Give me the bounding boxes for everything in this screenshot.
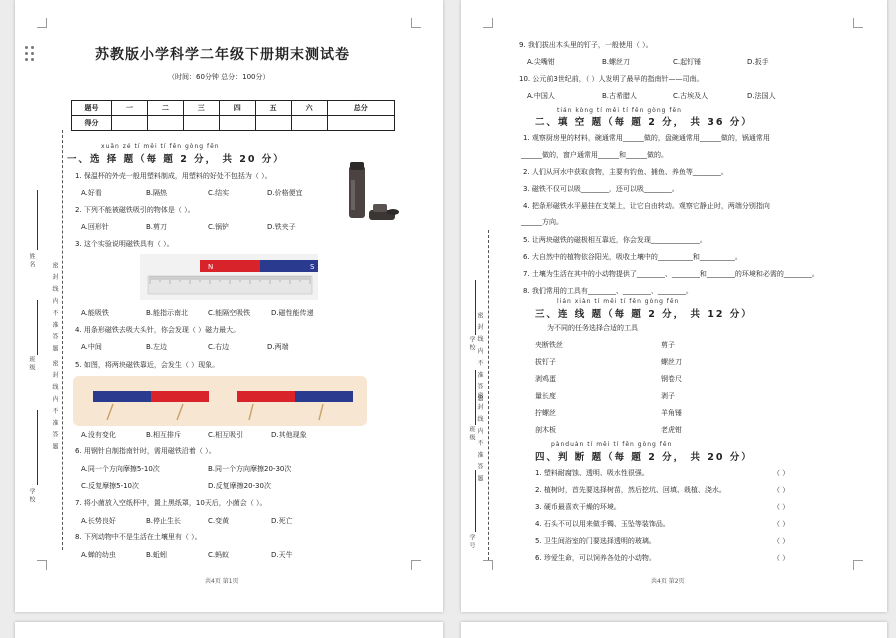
question-9: 9. 我们拔出木头里的钉子，一般使用（ ）。	[519, 41, 653, 49]
q5-option-a[interactable]: A.没有变化	[81, 431, 116, 439]
fill-1b: ______做的，窗户通常用______和______做的。	[521, 151, 668, 159]
q10-option-b[interactable]: B.古希腊人	[602, 92, 638, 100]
score-cell[interactable]	[327, 116, 394, 131]
q2-option-b[interactable]: B.剪刀	[146, 223, 168, 231]
q2-option-d[interactable]: D.铁夹子	[267, 223, 296, 231]
judge-5: 5. 卫生间浴室的门要选择透明的玻璃。	[535, 537, 656, 545]
match-right-item[interactable]: 钢卷尺	[661, 375, 682, 383]
score-header: 三	[183, 101, 219, 116]
match-left-item[interactable]: 拔钉子	[535, 358, 556, 366]
q8-option-c[interactable]: C.蚂蚁	[208, 551, 230, 559]
score-header: 四	[219, 101, 255, 116]
two-magnets-image	[73, 376, 367, 426]
score-row-label: 得分	[72, 116, 112, 131]
section-pinyin: pànduàn tí měi tí fēn gòng fēn	[551, 441, 673, 448]
q9-option-d[interactable]: D.扳手	[747, 58, 769, 66]
fill-4: 4. 把条形磁铁水平悬挂在支架上，让它自由转动。观察它静止时，两端分别指向	[523, 202, 770, 210]
question-1: 1. 保温杯的外壳一般用塑料制成，用塑料的好处不包括为（ ）。	[75, 172, 272, 180]
score-header: 六	[291, 101, 327, 116]
drag-handle-icon[interactable]	[25, 46, 35, 62]
page-footer: 共4页 第2页	[651, 578, 685, 585]
score-header: 二	[147, 101, 183, 116]
q4-option-b[interactable]: B.左边	[146, 343, 168, 351]
question-4: 4. 用条形磁铁去吸大头针，你会发现（ ）磁力最大。	[75, 326, 241, 334]
crop-mark	[37, 560, 47, 570]
q8-option-d[interactable]: D.天牛	[271, 551, 293, 559]
side-label-school: 学校	[468, 336, 475, 352]
fill-3: 3. 磁铁不仅可以吸________，还可以吸________。	[523, 185, 679, 193]
match-right-item[interactable]: 剪子	[661, 341, 675, 349]
score-cell[interactable]	[147, 116, 183, 131]
q10-option-d[interactable]: D.法国人	[747, 92, 776, 100]
q3-option-c[interactable]: C.能隔空吸铁	[208, 309, 251, 317]
side-label-school: 学校	[28, 488, 35, 504]
q7-option-b[interactable]: B.停止生长	[146, 517, 182, 525]
judge-answer-box[interactable]: （ ）	[773, 469, 790, 477]
match-left-item[interactable]: 夹断铁丝	[535, 341, 563, 349]
crop-mark	[483, 560, 493, 570]
magnet-pole-s: S	[310, 263, 315, 271]
score-cell[interactable]	[255, 116, 291, 131]
fill-7: 7. 土壤为生活在其中的小动物提供了________、________和________的环境和必需的________。	[523, 270, 819, 278]
fill-1: 1. 观察厨房里的材料，碗通常用______做的，盘碗通常用______做的，锅通常用	[523, 134, 770, 142]
score-cell[interactable]	[112, 116, 148, 131]
question-7: 7. 将小菌放入空纸杯中，置上黑纸罩，10天后，小菌会（ ）。	[75, 499, 267, 507]
match-right-item[interactable]: 羊角锤	[661, 409, 682, 417]
section-title-match: 三、连 线 题（每 题 2 分， 共 12 分）	[535, 309, 753, 320]
judge-answer-box[interactable]: （ ）	[773, 537, 790, 545]
judge-answer-box[interactable]: （ ）	[773, 520, 790, 528]
q4-option-c[interactable]: C.右边	[208, 343, 230, 351]
q10-option-c[interactable]: C.古埃及人	[673, 92, 709, 100]
q6-option-d[interactable]: D.反复摩擦20-30次	[208, 482, 271, 490]
crop-mark	[411, 560, 421, 570]
q7-option-d[interactable]: D.死亡	[271, 517, 293, 525]
seal-note: 密 封 线 内 不 准 答 题	[51, 262, 58, 354]
q3-option-b[interactable]: B.能指示南北	[146, 309, 189, 317]
score-cell[interactable]	[219, 116, 255, 131]
crop-mark	[853, 560, 863, 570]
q8-option-b[interactable]: B.蚯蚓	[146, 551, 168, 559]
fill-5: 5. 让两块磁铁的磁极相互靠近，你会发现______________。	[523, 236, 707, 244]
q9-option-c[interactable]: C.起钉锤	[673, 58, 702, 66]
judge-4: 4. 石头不可以用来做手镯、玉坠等装饰品。	[535, 520, 670, 528]
exam-subtitle: （时间：60分钟 总分：100分）	[168, 73, 270, 81]
question-8: 8. 下列动物中不是生活在土壤里有（ ）。	[75, 533, 202, 541]
seal-note: 密 封 线 内 不 准 答 题	[476, 392, 483, 484]
score-header: 五	[255, 101, 291, 116]
question-3: 3. 这个实验说明磁铁具有（ ）。	[75, 240, 174, 248]
q5-option-b[interactable]: B.相互排斥	[146, 431, 182, 439]
q3-option-d[interactable]: D.磁性能传递	[271, 309, 314, 317]
side-label-id: 学号	[468, 534, 475, 550]
exam-page-3-peek	[15, 622, 443, 638]
judge-1: 1. 塑料耐腐蚀、透明、吸水性很强。	[535, 469, 649, 477]
judge-answer-box[interactable]: （ ）	[773, 503, 790, 511]
question-6: 6. 用钢针自制指南针时，需用磁铁沿着（ ）。	[75, 447, 216, 455]
q3-option-a[interactable]: A.能吸铁	[81, 309, 109, 317]
exam-page-2	[461, 0, 887, 612]
q1-option-d[interactable]: D.价格便宜	[267, 189, 303, 197]
crop-mark	[853, 18, 863, 28]
judge-answer-box[interactable]: （ ）	[773, 554, 790, 562]
exam-page-1	[15, 0, 443, 612]
fill-line	[37, 410, 38, 485]
q2-option-a[interactable]: A.回形针	[81, 223, 109, 231]
q1-option-b[interactable]: B.隔热	[146, 189, 168, 197]
crop-mark	[483, 18, 493, 28]
q5-option-c[interactable]: C.相互吸引	[208, 431, 244, 439]
magnet-pole-n: N	[208, 263, 214, 271]
q9-option-b[interactable]: B.螺丝刀	[602, 58, 631, 66]
magnet-ruler-image	[140, 254, 318, 300]
match-left-item[interactable]: 剥鸡蛋	[535, 375, 556, 383]
q10-option-a[interactable]: A.中国人	[527, 92, 555, 100]
question-2: 2. 下列不能被磁铁吸引的物体是（ ）。	[75, 206, 195, 214]
crop-mark	[37, 18, 47, 28]
q1-option-a[interactable]: A.好看	[81, 189, 102, 197]
fill-6: 6. 大自然中的植物依谷阳光，吸收土壤中的__________和__________。	[523, 253, 742, 261]
section-pinyin: lián xiàn tí měi tí fēn gòng fēn	[557, 298, 680, 305]
exam-page-4-peek	[461, 622, 887, 638]
seal-note: 密 封 线 内 不 准 答 题	[51, 360, 58, 452]
section-title-fill: 二、填 空 题（每 题 2 分， 共 36 分）	[535, 117, 753, 128]
fill-line	[37, 190, 38, 250]
crop-mark	[411, 18, 421, 28]
q6-option-b[interactable]: B.同一个方向摩擦20-30次	[208, 465, 292, 473]
judge-answer-box[interactable]: （ ）	[773, 486, 790, 494]
side-label-class: 班级	[468, 426, 475, 442]
score-header: 一	[112, 101, 148, 116]
fill-line	[37, 300, 38, 355]
match-intro: 为不同的任务选择合适的工具	[547, 324, 638, 332]
score-cell[interactable]	[183, 116, 219, 131]
q1-option-c[interactable]: C.结实	[208, 189, 230, 197]
fill-4b: ______方向。	[521, 218, 563, 226]
q8-option-a[interactable]: A.蝉的幼虫	[81, 551, 116, 559]
page-footer: 共4页 第1页	[205, 578, 239, 585]
score-table	[71, 100, 395, 131]
question-5: 5. 如图，将两块磁铁靠近，会发生（ ）现象。	[75, 361, 220, 369]
score-header: 总分	[327, 101, 394, 116]
q5-option-d[interactable]: D.其他现象	[271, 431, 307, 439]
q6-option-a[interactable]: A.同一个方向摩擦5-10次	[81, 465, 160, 473]
q4-option-a[interactable]: A.中间	[81, 343, 102, 351]
judge-6: 6. 珍爱生命，可以饲养各处的小动物。	[535, 554, 656, 562]
match-right-item[interactable]: 剥子	[661, 392, 675, 400]
score-header: 题号	[72, 101, 112, 116]
seal-line	[62, 130, 63, 550]
match-left-item[interactable]: 量长度	[535, 392, 556, 400]
q7-option-a[interactable]: A.长势良好	[81, 517, 116, 525]
match-right-item[interactable]: 螺丝刀	[661, 358, 682, 366]
section-pinyin: tián kòng tí měi tí fēn gòng fēn	[557, 107, 682, 114]
section-pinyin: xuǎn zé tí měi tí fēn gòng fēn	[101, 143, 220, 150]
judge-3: 3. 硬币最喜欢干燥的环境。	[535, 503, 621, 511]
q6-option-c[interactable]: C.反复摩擦5-10次	[81, 482, 139, 490]
match-right-item[interactable]: 老虎钳	[661, 426, 682, 434]
seal-note: 密 封 线 内 不 准 答 题	[476, 312, 483, 404]
q2-option-c[interactable]: C.锅铲	[208, 223, 230, 231]
match-left-item[interactable]: 拧螺丝	[535, 409, 556, 417]
score-cell[interactable]	[291, 116, 327, 131]
fill-8: 8. 我们常用的工具有________、________、________。	[523, 287, 693, 295]
q4-option-d[interactable]: D.两端	[267, 343, 289, 351]
section-title-choice: 一、选 择 题（每 题 2 分， 共 20 分）	[67, 154, 285, 165]
judge-2: 2. 植树时，首先要选择树苗，然后挖坑、回填、栽植、浇水。	[535, 486, 726, 494]
seal-line	[488, 230, 489, 560]
question-10: 10. 公元前3世纪前，（ ）人发明了最早的指南针——司南。	[519, 75, 704, 83]
section-title-judge: 四、判 断 题（每 题 2 分， 共 20 分）	[535, 452, 753, 463]
side-label-name: 姓名	[28, 253, 35, 269]
exam-title: 苏教版小学科学二年级下册期末测试卷	[95, 47, 350, 63]
q9-option-a[interactable]: A.尖嘴钳	[527, 58, 555, 66]
match-left-item[interactable]: 剖木板	[535, 426, 556, 434]
thermos-image	[341, 160, 403, 226]
q7-option-c[interactable]: C.变黄	[208, 517, 230, 525]
fill-2: 2. 人们从河水中获取食物，主要有钓鱼、捕鱼、养鱼等________。	[523, 168, 728, 176]
side-label-class: 班级	[28, 356, 35, 372]
